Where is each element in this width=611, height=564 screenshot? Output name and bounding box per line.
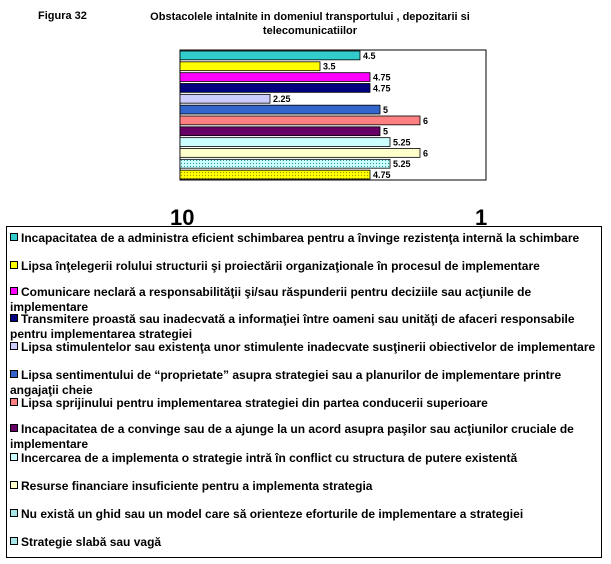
legend-swatch-icon [10,342,18,350]
legend-swatch-icon [10,424,18,432]
legend-item-2 [10,259,600,274]
legend-swatch-icon [10,261,18,269]
legend-swatch-icon [10,453,18,461]
bar-5 [180,94,270,103]
legend-label: Nu există un ghid sau un model care să orienteze eforturile de implementare a strategiei [21,507,524,521]
bar-2 [180,62,320,71]
bar-11 [180,159,390,168]
bar-value-label-5: 2.25 [273,94,291,105]
bar-value-label-11: 5.25 [393,159,411,170]
legend-swatch-icon [10,233,18,241]
bar-value-label-1: 4.5 [363,50,376,61]
legend-label: Strategie slabă sau vagă [21,535,162,549]
legend-item-8 [10,422,600,452]
legend-swatch-icon [10,314,18,322]
bar-6 [180,105,380,114]
scale-label-right: 1 [475,205,488,230]
legend-swatch-icon [10,509,18,517]
legend-item-4 [10,312,600,342]
bar-7 [180,116,420,125]
legend-label: Lipsa sentimentului de “proprietate” asupra strategiei sau a planurilor de implementare printre angajaţii cheie [10,368,562,397]
legend-item-5 [10,340,600,355]
bar-4 [180,84,370,93]
legend-swatch-icon [10,398,18,406]
bar-9 [180,138,390,147]
scale-label-left: 10 [170,205,195,230]
bar-value-label-3: 4.75 [373,72,391,83]
bar-10 [180,149,420,158]
legend-swatch-icon [10,287,18,295]
legend [6,226,602,558]
legend-swatch-icon [10,370,18,378]
chart-title: Obstacolele intalnite in domeniul transportului , depozitarii si telecomunicatiilor [150,11,470,37]
bar-value-label-6: 5 [383,105,389,115]
bar-value-label-10: 6 [423,148,429,159]
legend-item-7 [10,396,600,411]
legend-item-6 [10,368,600,398]
legend-label: Lipsa sprijinului pentru implementarea strategiei din partea conducerii superioare [21,396,488,410]
bar-1 [180,51,360,60]
legend-label: Incapacitatea de a administra eficient schimbarea pentru a învinge rezistenţa internă la schimbare [21,231,580,245]
legend-label: Lipsa înţelegerii rolului structurii şi proiectării organizaţionale în procesul de implementare [21,259,540,273]
legend-label: Incapacitatea de a convinge sau de a ajunge la un acord asupra paşilor sau acţiunilor cruciale de implementare [10,422,574,451]
bar-12 [180,170,370,179]
bar-chart [0,0,611,230]
legend-item-3 [10,285,600,315]
legend-item-1 [10,231,600,246]
bar-value-label-9: 5.25 [393,137,411,148]
bar-value-label-4: 4.75 [373,83,391,94]
legend-label: Resurse financiare insuficiente pentru a implementa strategia [21,479,373,493]
figure-label: Figura 32 [38,10,87,22]
legend-label: Transmitere proastă sau inadecvată a informaţiei între oameni sau unităţi de afaceri responsabile pentru implementarea strategiei [10,312,575,341]
legend-item-12 [10,535,600,550]
legend-item-10 [10,479,600,494]
bar-3 [180,73,370,82]
legend-label: Comunicare neclară a responsabilităţii şi/sau răspunderii pentru deciziile sau acţiunile de implementare [10,285,532,314]
legend-item-11 [10,507,600,522]
legend-item-9 [10,451,600,466]
bar-value-label-12: 4.75 [373,170,391,180]
legend-swatch-icon [10,481,18,489]
legend-label: Incercarea de a implementa o strategie intră în conflict cu structura de putere existentă [21,451,518,465]
bar-value-label-8: 5 [383,126,389,137]
bar-8 [180,127,380,136]
bar-value-label-2: 3.5 [323,61,336,72]
legend-label: Lipsa stimulentelor sau existenţa unor stimulente inadecvate susţinerii obiectivelor de implementare [21,340,596,354]
legend-swatch-icon [10,537,18,545]
bar-value-label-7: 6 [423,115,429,126]
